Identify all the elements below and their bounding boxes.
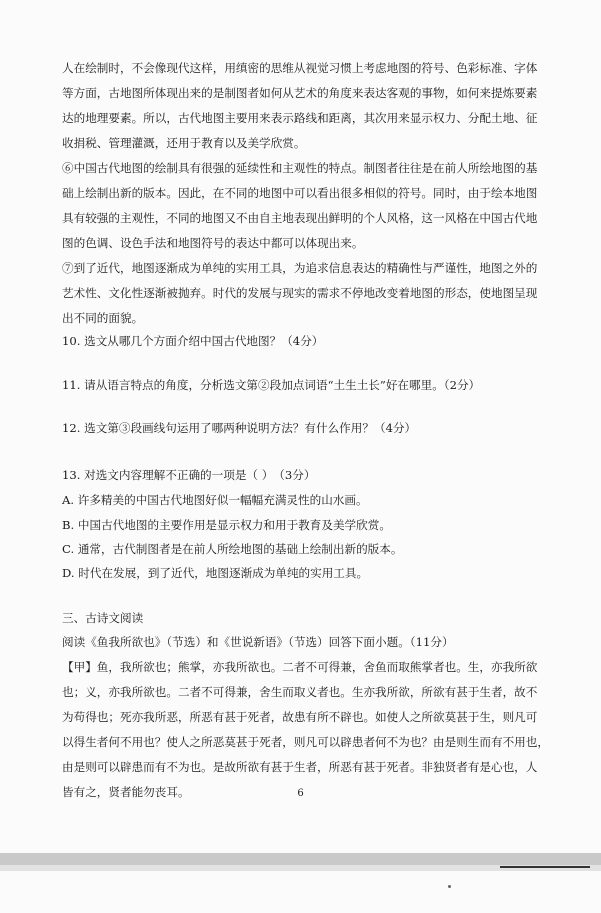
section-intro: 阅读《鱼我所欲也》（节选）和《世说新语》（节选）回答下面小题。（11分） <box>62 635 454 649</box>
passage-line: 达的地理要素。所以，古代地图主要用来表示路线和距离，其次用来显示权力、分配土地、征 <box>62 111 538 125</box>
passage-line: 等方面，古地图所体现出来的是制图者如何从艺术的角度来表达客观的事物，如何来提炼要素 <box>62 86 538 100</box>
passage-line: 人在绘制时，不会像现代这样，用缜密的思维从视觉习惯上考虑地图的符号、色彩标准、字体 <box>62 61 538 75</box>
scan-shadow-band <box>0 853 601 865</box>
scan-artifact-line <box>500 866 590 868</box>
option-a: A. 许多精美的中国古代地图好似一幅幅充满灵性的山水画。 <box>62 493 368 507</box>
passage-line: ⑥中国古代地图的绘制具有很强的延续性和主观性的特点。制图者往往是在前人所绘地图的基 <box>62 161 538 175</box>
option-b: B. 中国古代地图的主要作用是显示权力和用于教育及美学欣赏。 <box>62 518 391 532</box>
passage-line: 础上绘制出新的版本。因此，在不同的地图中可以看出很多相似的符号。同时，由于绘本地图 <box>62 186 538 200</box>
passage-line: 出不同的面貌。 <box>62 311 144 325</box>
question-13: 13. 对选文内容理解不正确的一项是（ ） （3分） <box>62 468 316 482</box>
page-number: 6 <box>297 788 304 799</box>
option-c: C. 通常，古代制图者是在前人所绘地图的基础上绘制出新的版本。 <box>62 542 403 556</box>
passage-line: 图的色调、设色手法和地图符号的表达中都可以体现出来。 <box>62 236 364 250</box>
question-11: 11. 请从语言特点的角度，分析选文第②段加点词语“土生土长”好在哪里。（2分） <box>62 378 481 392</box>
scan-artifact-dot <box>448 885 451 888</box>
passage-line: 艺术性、文化性逐渐被抛弃。时代的发展与现实的需求不停地改变着地图的形态，使地图呈现 <box>62 286 538 300</box>
passage-line: ⑦到了近代，地图逐渐成为单纯的实用工具，为追求信息表达的精确性与严谨性，地图之外的 <box>62 261 538 275</box>
passage-line: 收捐税、管理灌溉，还用于教育以及美学欣赏。 <box>62 136 306 150</box>
question-10: 10. 选文从哪几个方面介绍中国古代地图？（4分） <box>62 334 324 348</box>
passage-line: 具有较强的主观性，不同的地图又不由自主地表现出鲜明的个人风格，这一风格在中国古代地 <box>62 211 538 225</box>
classical-text-line: 以得生者何不用也？使人之所恶莫甚于死者，则凡可以辟患者何不为也？由是则生而有不用也， <box>62 735 549 749</box>
question-12: 12. 选文第③段画线句运用了哪两种说明方法？有什么作用？（4分） <box>62 421 417 435</box>
classical-text-line: 由是则可以辟患而有不为也。是故所欲有甚于生者，所恶有甚于死者。非独贤者有是心也，人 <box>62 760 538 774</box>
option-d: D. 时代在发展，到了近代，地图逐渐成为单纯的实用工具。 <box>62 566 369 580</box>
section-heading: 三、古诗文阅读 <box>62 611 144 625</box>
classical-text-line: 【甲】鱼，我所欲也；熊掌，亦我所欲也。二者不可得兼，舍鱼而取熊掌者也。生，亦我所欲 <box>62 660 538 674</box>
classical-text-line: 皆有之，贤者能勿丧耳。 <box>62 785 190 799</box>
classical-text-line: 为苟得也；死亦我所恶，所恶有甚于死者，故患有所不辟也。如使人之所欲莫甚于生，则凡可 <box>62 710 538 724</box>
classical-text-line: 也；义，亦我所欲也。二者不可得兼，舍生而取义者也。生亦我所欲，所欲有甚于生者，故不 <box>62 685 538 699</box>
